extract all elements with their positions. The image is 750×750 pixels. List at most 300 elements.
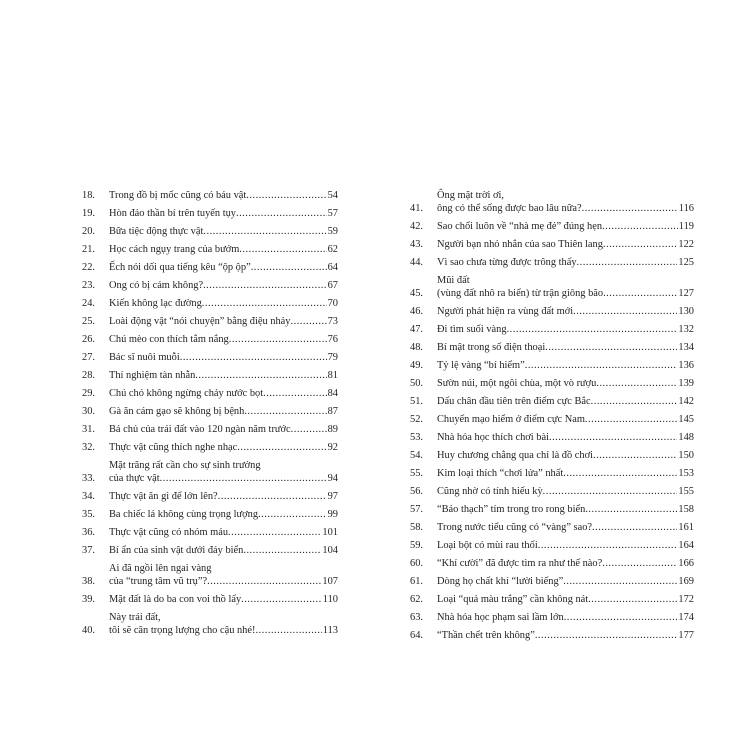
toc-entry <box>410 503 694 516</box>
entry-number: 22. <box>82 262 95 273</box>
entry-title-row <box>437 238 694 251</box>
entry-number: 24. <box>82 298 95 309</box>
entry-body <box>437 395 694 408</box>
entry-title: Loại bột có mùi rau thối <box>437 540 538 551</box>
entry-title-row <box>109 575 338 588</box>
toc-entry <box>82 261 338 274</box>
entry-leader-dots <box>291 423 327 436</box>
entry-title: Bá chủ của trái đất vào 120 ngàn năm trước <box>109 424 291 435</box>
entry-title-row <box>109 405 338 418</box>
entry-body <box>437 238 694 251</box>
entry-title-row <box>437 287 694 300</box>
entry-number: 56. <box>410 486 423 497</box>
entry-page-number: 134 <box>678 342 694 353</box>
entry-page-number: 174 <box>678 612 694 623</box>
entry-title: Người bạn nhỏ nhắn của sao Thiên lang <box>437 239 603 250</box>
entry-title: Kiến không lạc đường <box>109 298 202 309</box>
entry-page-number: 87 <box>327 406 338 417</box>
entry-page-number: 139 <box>678 378 694 389</box>
toc-entry <box>410 323 694 336</box>
entry-title: Nhà hóa học thích chơi bài <box>437 432 549 443</box>
entry-body <box>109 544 338 557</box>
entry-leader-dots <box>237 441 326 454</box>
entry-title: Kim loại thích “chơi lửa” nhất <box>437 468 564 479</box>
toc-entry <box>410 359 694 372</box>
entry-leader-dots <box>228 526 321 539</box>
entry-page-number: 122 <box>678 239 694 250</box>
entry-leader-dots <box>258 508 327 521</box>
entry-title-row <box>109 207 338 220</box>
entry-number: 44. <box>410 257 423 268</box>
entry-title-row <box>109 369 338 382</box>
entry-leader-dots <box>538 539 678 552</box>
entry-title: Sao chổi luôn về “nhà mẹ đẻ” đúng hẹn <box>437 221 603 232</box>
entry-leader-dots <box>218 490 327 503</box>
entry-leader-dots <box>585 503 677 516</box>
entry-leader-dots <box>592 521 677 534</box>
toc-entry <box>410 575 694 588</box>
entry-page-number: 153 <box>678 468 694 479</box>
entry-number: 30. <box>82 406 95 417</box>
entry-number: 25. <box>82 316 95 327</box>
entry-number: 40. <box>82 625 95 636</box>
entry-number: 41. <box>410 203 423 214</box>
toc-entry <box>82 405 338 418</box>
toc-entry <box>82 207 338 220</box>
entry-page-number: 155 <box>678 486 694 497</box>
entry-number: 39. <box>82 594 95 605</box>
entry-body <box>109 207 338 220</box>
entry-page-number: 97 <box>327 491 338 502</box>
entry-body <box>109 297 338 310</box>
entry-title-row <box>437 629 694 642</box>
toc-entry <box>82 611 338 637</box>
entry-leader-dots <box>545 341 677 354</box>
entry-page-number: 125 <box>678 257 694 268</box>
entry-leader-dots <box>602 220 678 233</box>
toc-entry <box>82 279 338 292</box>
entry-number: 42. <box>410 221 423 232</box>
entry-page-number: 145 <box>678 414 694 425</box>
entry-leader-dots <box>203 279 327 292</box>
toc-entry <box>82 562 338 588</box>
toc-entry <box>82 593 338 606</box>
entry-page-number: 142 <box>678 396 694 407</box>
entry-title-row <box>437 305 694 318</box>
entry-number: 49. <box>410 360 423 371</box>
entry-title: Thí nghiệm tàn nhẫn <box>109 370 196 381</box>
entry-number: 64. <box>410 630 423 641</box>
entry-title-row <box>109 544 338 557</box>
entry-page-number: 166 <box>678 558 694 569</box>
entry-number: 29. <box>82 388 95 399</box>
toc-entry <box>410 395 694 408</box>
entry-number: 38. <box>82 576 95 587</box>
entry-title-row <box>109 225 338 238</box>
toc-left-column <box>82 189 338 642</box>
entry-leader-dots <box>207 575 321 588</box>
entry-number: 46. <box>410 306 423 317</box>
entry-title: Gà ăn cám gạo sẽ không bị bệnh <box>109 406 245 417</box>
entry-body <box>109 351 338 364</box>
toc-entry <box>82 333 338 346</box>
entry-body <box>437 431 694 444</box>
entry-body <box>437 377 694 390</box>
entry-leader-dots <box>246 189 326 202</box>
entry-title-row <box>109 351 338 364</box>
entry-title-row <box>437 323 694 336</box>
entry-body <box>109 387 338 400</box>
toc-entry <box>82 315 338 328</box>
toc-entry <box>410 449 694 462</box>
entry-title: Ếch nói dối qua tiếng kêu “ộp ộp” <box>109 262 251 273</box>
entry-body <box>437 521 694 534</box>
entry-leader-dots <box>563 575 677 588</box>
entry-body <box>109 405 338 418</box>
entry-title-row <box>437 413 694 426</box>
entry-body <box>109 526 338 539</box>
entry-number: 60. <box>410 558 423 569</box>
entry-body <box>109 441 338 454</box>
entry-title-row <box>437 431 694 444</box>
entry-title: Bí mật trong số điện thoại <box>437 342 546 353</box>
entry-title: Bữa tiệc động thực vật <box>109 226 204 237</box>
entry-number: 47. <box>410 324 423 335</box>
entry-title-row <box>437 611 694 624</box>
toc-entry <box>410 274 694 300</box>
entry-leader-dots <box>243 544 321 557</box>
entry-page-number: 172 <box>678 594 694 605</box>
entry-title-row <box>437 359 694 372</box>
entry-title: Học cách ngụy trang của bướm <box>109 244 240 255</box>
entry-page-number: 119 <box>678 221 694 232</box>
entry-number: 54. <box>410 450 423 461</box>
toc-entry <box>410 341 694 354</box>
entry-number: 31. <box>82 424 95 435</box>
toc-entry <box>410 485 694 498</box>
entry-body <box>437 220 694 233</box>
entry-page-number: 104 <box>322 545 338 556</box>
entry-title-row <box>109 261 338 274</box>
entry-number: 55. <box>410 468 423 479</box>
entry-title: của thực vật <box>109 473 160 484</box>
entry-title: Loại “quả màu trắng” cần không nát <box>437 594 589 605</box>
entry-body <box>109 243 338 256</box>
toc-entry <box>82 423 338 436</box>
entry-page-number: 94 <box>327 473 338 484</box>
entry-title-row <box>437 467 694 480</box>
entry-number: 33. <box>82 473 95 484</box>
entry-leader-dots <box>263 387 326 400</box>
entry-leader-dots <box>241 593 322 606</box>
toc-entry <box>410 305 694 318</box>
entry-body <box>437 503 694 516</box>
toc-entry <box>82 508 338 521</box>
toc-entry <box>82 441 338 454</box>
toc-entry <box>410 256 694 269</box>
entry-leader-dots <box>525 359 678 372</box>
entry-title: ông có thể sống được bao lâu nữa? <box>437 203 582 214</box>
entry-title: Nhà hóa học phạm sai lầm lớn <box>437 612 564 623</box>
entry-body <box>437 611 694 624</box>
entry-number: 19. <box>82 208 95 219</box>
entry-title: (vùng đất nhô ra biển) từ trận giông bão <box>437 288 604 299</box>
entry-page-number: 127 <box>678 288 694 299</box>
entry-leader-dots <box>203 225 326 238</box>
entry-body <box>437 413 694 426</box>
entry-page-number: 169 <box>678 576 694 587</box>
entry-leader-dots <box>535 629 678 642</box>
entry-page-number: 89 <box>327 424 338 435</box>
entry-title: Chuyến mạo hiểm ở điểm cực Nam <box>437 414 585 425</box>
entry-title: tôi sẽ cân trọng lượng cho cậu nhé! <box>109 625 256 636</box>
entry-title: Cũng nhờ có tính hiếu kỳ <box>437 486 543 497</box>
entry-title-row <box>437 593 694 606</box>
toc-entry <box>410 593 694 606</box>
entry-number: 50. <box>410 378 423 389</box>
entry-title-row <box>109 593 338 606</box>
entry-page-number: 73 <box>327 316 338 327</box>
entry-body <box>109 279 338 292</box>
entry-title-row <box>109 189 338 202</box>
entry-page-number: 148 <box>678 432 694 443</box>
toc-entry <box>410 220 694 233</box>
entry-body <box>109 333 338 346</box>
entry-title-row <box>437 485 694 498</box>
entry-leader-dots <box>564 611 678 624</box>
toc-entry <box>410 413 694 426</box>
entry-leader-dots <box>596 377 677 390</box>
toc-entry <box>410 467 694 480</box>
entry-number: 32. <box>82 442 95 453</box>
entry-body <box>109 508 338 521</box>
entry-leader-dots <box>507 323 678 336</box>
entry-leader-dots <box>202 297 327 310</box>
entry-title-row <box>437 521 694 534</box>
entry-body <box>437 189 694 215</box>
entry-title-row <box>109 297 338 310</box>
entry-body <box>437 341 694 354</box>
entry-title: Người phát hiện ra vùng đất mới <box>437 306 574 317</box>
entry-page-number: 101 <box>322 527 338 538</box>
entry-body <box>437 575 694 588</box>
entry-body <box>109 369 338 382</box>
entry-page-number: 99 <box>327 509 338 520</box>
entry-title-row <box>437 503 694 516</box>
entry-leader-dots <box>195 369 326 382</box>
toc-entry <box>410 539 694 552</box>
entry-body <box>109 423 338 436</box>
toc-entry <box>410 431 694 444</box>
entry-title-row <box>437 449 694 462</box>
entry-leader-dots <box>160 472 327 485</box>
entry-title-row <box>109 423 338 436</box>
entry-body <box>109 315 338 328</box>
entry-title-row <box>109 315 338 328</box>
entry-leader-dots <box>593 449 677 462</box>
entry-title: Bí ẩn của sinh vật dưới đáy biển <box>109 545 244 556</box>
entry-title-row <box>109 526 338 539</box>
entry-title: “Khí cười” đã được tìm ra như thế nào? <box>437 558 603 569</box>
entry-page-number: 107 <box>322 576 338 587</box>
entry-title-line1: Ông mặt trời ơi, <box>437 190 504 201</box>
entry-page-number: 59 <box>327 226 338 237</box>
entry-leader-dots <box>244 405 326 418</box>
entry-title: Mặt đất là do ba con voi thồ lấy <box>109 594 242 605</box>
entry-number: 52. <box>410 414 423 425</box>
entry-body <box>437 557 694 570</box>
entry-page-number: 64 <box>327 262 338 273</box>
entry-number: 34. <box>82 491 95 502</box>
entry-page-number: 130 <box>678 306 694 317</box>
entry-leader-dots <box>602 557 677 570</box>
toc-entry <box>410 629 694 642</box>
entry-title-row <box>437 202 694 215</box>
toc-entry <box>82 490 338 503</box>
entry-title: Huy chương chẳng qua chỉ là đồ chơi <box>437 450 593 461</box>
entry-body <box>437 256 694 269</box>
entry-page-number: 110 <box>322 594 338 605</box>
entry-body <box>437 323 694 336</box>
entry-title-line1: Này trái đất, <box>109 612 161 623</box>
entry-leader-dots <box>573 305 677 318</box>
toc-entry <box>410 557 694 570</box>
entry-page-number: 67 <box>327 280 338 291</box>
entry-number: 28. <box>82 370 95 381</box>
entry-number: 35. <box>82 509 95 520</box>
entry-body <box>437 305 694 318</box>
entry-leader-dots <box>251 261 327 274</box>
entry-leader-dots <box>591 395 678 408</box>
entry-title-row <box>437 256 694 269</box>
entry-number: 51. <box>410 396 423 407</box>
entry-page-number: 79 <box>327 352 338 363</box>
entry-title-row <box>437 377 694 390</box>
toc-entry <box>82 225 338 238</box>
entry-title-row <box>109 333 338 346</box>
entry-title: Dấu chân đầu tiên trên điểm cực Bắc <box>437 396 591 407</box>
toc-entry <box>410 611 694 624</box>
entry-title-row <box>109 508 338 521</box>
toc-entry <box>82 297 338 310</box>
entry-number: 59. <box>410 540 423 551</box>
entry-body <box>109 225 338 238</box>
entry-title: Bác sĩ nuôi muỗi <box>109 352 180 363</box>
entry-leader-dots <box>543 485 678 498</box>
entry-title-row <box>109 490 338 503</box>
entry-number: 27. <box>82 352 95 363</box>
entry-number: 57. <box>410 504 423 515</box>
entry-leader-dots <box>255 624 321 637</box>
entry-body <box>437 593 694 606</box>
entry-title-row <box>437 539 694 552</box>
entry-page-number: 70 <box>327 298 338 309</box>
entry-page-number: 132 <box>678 324 694 335</box>
entry-leader-dots <box>603 287 677 300</box>
entry-leader-dots <box>236 207 327 220</box>
toc-entry <box>82 387 338 400</box>
entry-leader-dots <box>549 431 677 444</box>
entry-title-row <box>437 341 694 354</box>
entry-title: Thực vật ăn gì để lớn lên? <box>109 491 218 502</box>
entry-leader-dots <box>577 256 678 269</box>
entry-title: Thực vật cũng thích nghe nhạc <box>109 442 238 453</box>
entry-page-number: 57 <box>327 208 338 219</box>
entry-title-row <box>109 472 338 485</box>
entry-title: Sườn núi, một ngôi chùa, một vò rượu <box>437 378 597 389</box>
entry-page-number: 62 <box>327 244 338 255</box>
entry-title-row <box>437 557 694 570</box>
entry-body <box>437 274 694 300</box>
entry-body <box>437 467 694 480</box>
entry-title-line1: Ai đã ngồi lên ngai vàng <box>109 563 212 574</box>
entry-number: 58. <box>410 522 423 533</box>
entry-title: Trong nước tiểu cũng có “vàng” sao? <box>437 522 593 533</box>
entry-leader-dots <box>588 593 677 606</box>
entry-page-number: 177 <box>678 630 694 641</box>
entry-title: Chú mèo con thích tắm nắng <box>109 334 229 345</box>
entry-title: Chú chó không ngừng chảy nước bọt <box>109 388 264 399</box>
entry-title: “Bảo thạch” tím trong tro rong biển <box>437 504 586 515</box>
entry-page-number: 150 <box>678 450 694 461</box>
entry-title: Thực vật cũng có nhóm máu <box>109 527 229 538</box>
entry-page-number: 84 <box>327 388 338 399</box>
entry-body <box>109 459 338 485</box>
toc-entry <box>410 377 694 390</box>
entry-body <box>109 490 338 503</box>
entry-title: Tỷ lệ vàng “bí hiểm” <box>437 360 525 371</box>
entry-number: 53. <box>410 432 423 443</box>
entry-page-number: 81 <box>327 370 338 381</box>
toc-entry <box>82 243 338 256</box>
entry-title: Ba chiếc lá không cùng trọng lượng <box>109 509 259 520</box>
entry-title: Dòng họ chất khí “lười biếng” <box>437 576 564 587</box>
entry-page-number: 136 <box>678 360 694 371</box>
entry-title: “Thần chết trên không” <box>437 630 535 641</box>
toc-entry <box>82 351 338 364</box>
entry-number: 26. <box>82 334 95 345</box>
toc-entry <box>82 544 338 557</box>
toc-entry <box>82 189 338 202</box>
entry-leader-dots <box>180 351 327 364</box>
entry-number: 23. <box>82 280 95 291</box>
entry-page-number: 116 <box>678 203 694 214</box>
entry-title-row <box>109 243 338 256</box>
entry-title-row <box>437 575 694 588</box>
entry-leader-dots <box>229 333 327 346</box>
entry-leader-dots <box>582 202 678 215</box>
entry-page-number: 158 <box>678 504 694 515</box>
entry-title: của “trung tâm vũ trụ”? <box>109 576 208 587</box>
entry-number: 61. <box>410 576 423 587</box>
entry-leader-dots <box>585 413 678 426</box>
entry-title-line1: Mũi đất <box>437 275 470 286</box>
entry-title: Đi tìm suối vàng <box>437 324 507 335</box>
entry-page-number: 54 <box>327 190 338 201</box>
entry-body <box>109 189 338 202</box>
entry-page-number: 161 <box>678 522 694 533</box>
entry-number: 43. <box>410 239 423 250</box>
toc-entry <box>82 526 338 539</box>
entry-number: 20. <box>82 226 95 237</box>
entry-leader-dots <box>239 243 326 256</box>
entry-page-number: 76 <box>327 334 338 345</box>
toc-entry <box>410 521 694 534</box>
entry-body <box>437 485 694 498</box>
entry-number: 18. <box>82 190 95 201</box>
entry-page-number: 113 <box>322 625 338 636</box>
entry-title: Ong có bị cảm không? <box>109 280 204 291</box>
